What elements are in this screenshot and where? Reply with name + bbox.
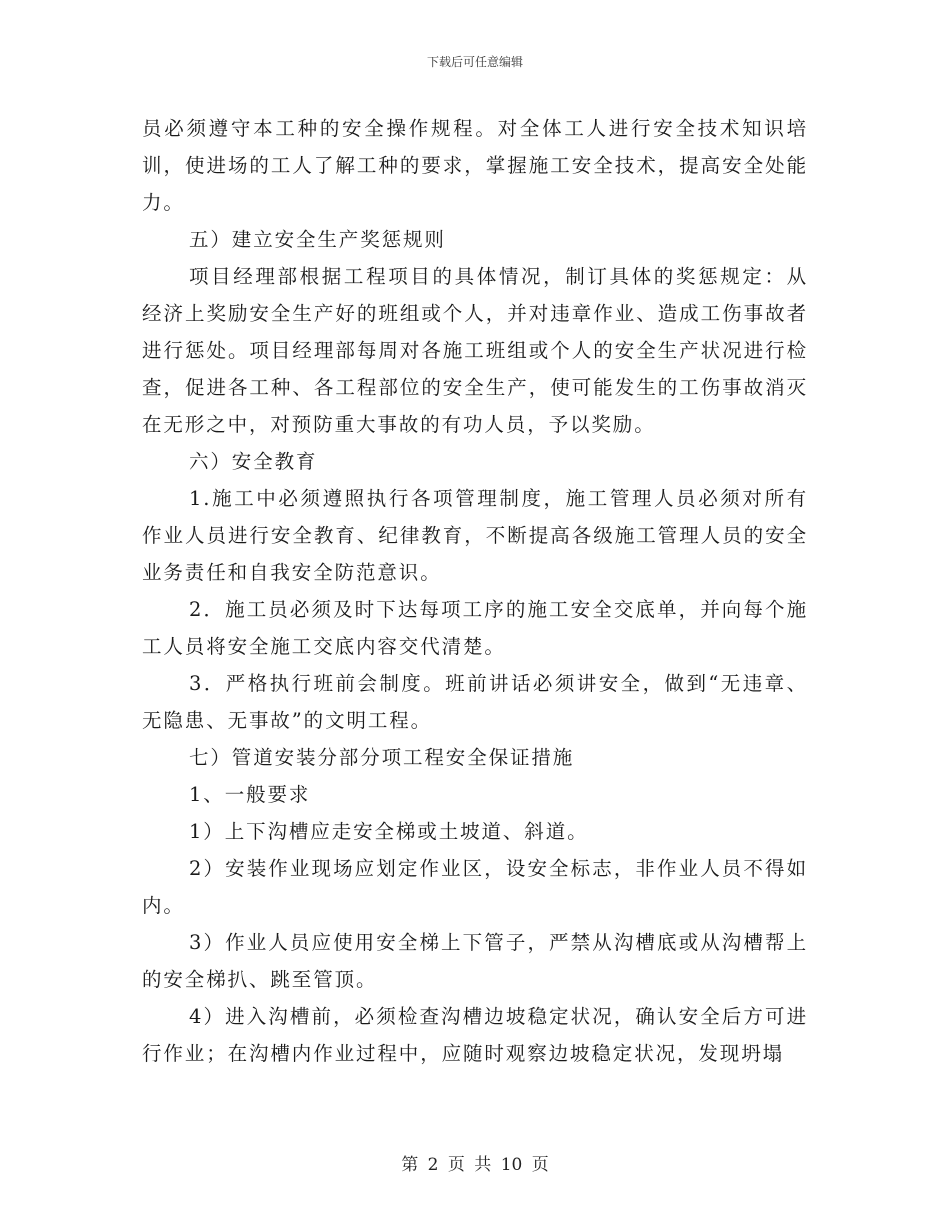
requirement-item-4: 4）进入沟槽前，必须检查沟槽边坡稳定状况，确认安全后方可进行作业；在沟槽内作业过程中，应随时观察边坡稳定状况，发现坍塌 [142, 1005, 808, 1065]
requirement-item-1: 1）上下沟槽应走安全梯或土坡道、斜道。 [189, 820, 589, 843]
list-item-1: 1.施工中必须遵照执行各项管理制度，施工管理人员必须对所有作业人员进行安全教育、纪律教育，不断提高各级施工管理人员的安全业务责任和自我安全防范意识。 [142, 487, 808, 584]
page-number-footer: 第 2 页 共 10 页 [401, 1155, 549, 1175]
section-heading-7: 七）管道安装分部分项工程安全保证措施 [189, 746, 575, 769]
requirement-item-2: 2）安装作业现场应划定作业区，设安全标志，非作业人员不得如内。 [142, 857, 808, 917]
subsection-heading-1: 1、一般要求 [189, 783, 311, 806]
section-heading-6: 六）安全教育 [189, 450, 318, 473]
paragraph-continued: 员必须遵守本工种的安全操作规程。对全体工人进行安全技术知识培训，使进场的工人了解工种的要求，掌握施工安全技术，提高安全处能力。 [142, 117, 808, 214]
page-header: 下载后可任意编辑 [426, 55, 523, 69]
list-item-2: 2．施工员必须及时下达每项工序的施工安全交底单，并向每个施工人员将安全施工交底内容交代清楚。 [142, 598, 808, 658]
document-body [142, 110, 808, 1072]
list-item-3: 3．严格执行班前会制度。班前讲话必须讲安全，做到“无违章、无隐患、无事故”的文明工程。 [142, 672, 808, 732]
section-heading-5: 五）建立安全生产奖惩规则 [189, 228, 446, 251]
paragraph-rewards: 项目经理部根据工程项目的具体情况，制订具体的奖惩规定：从经济上奖励安全生产好的班组或个人，并对违章作业、造成工伤事故者进行惩处。项目经理部每周对各施工班组或个人的安全生产状况进行检查，促进各工种、各工程部位的安全生产，使可能发生的工伤事故消灭在无形之中，对预防重大事故的有功人员，予以奖励。 [142, 265, 808, 436]
requirement-item-3: 3）作业人员应使用安全梯上下管子，严禁从沟槽底或从沟槽帮上的安全梯扒、跳至管顶。 [142, 931, 808, 991]
